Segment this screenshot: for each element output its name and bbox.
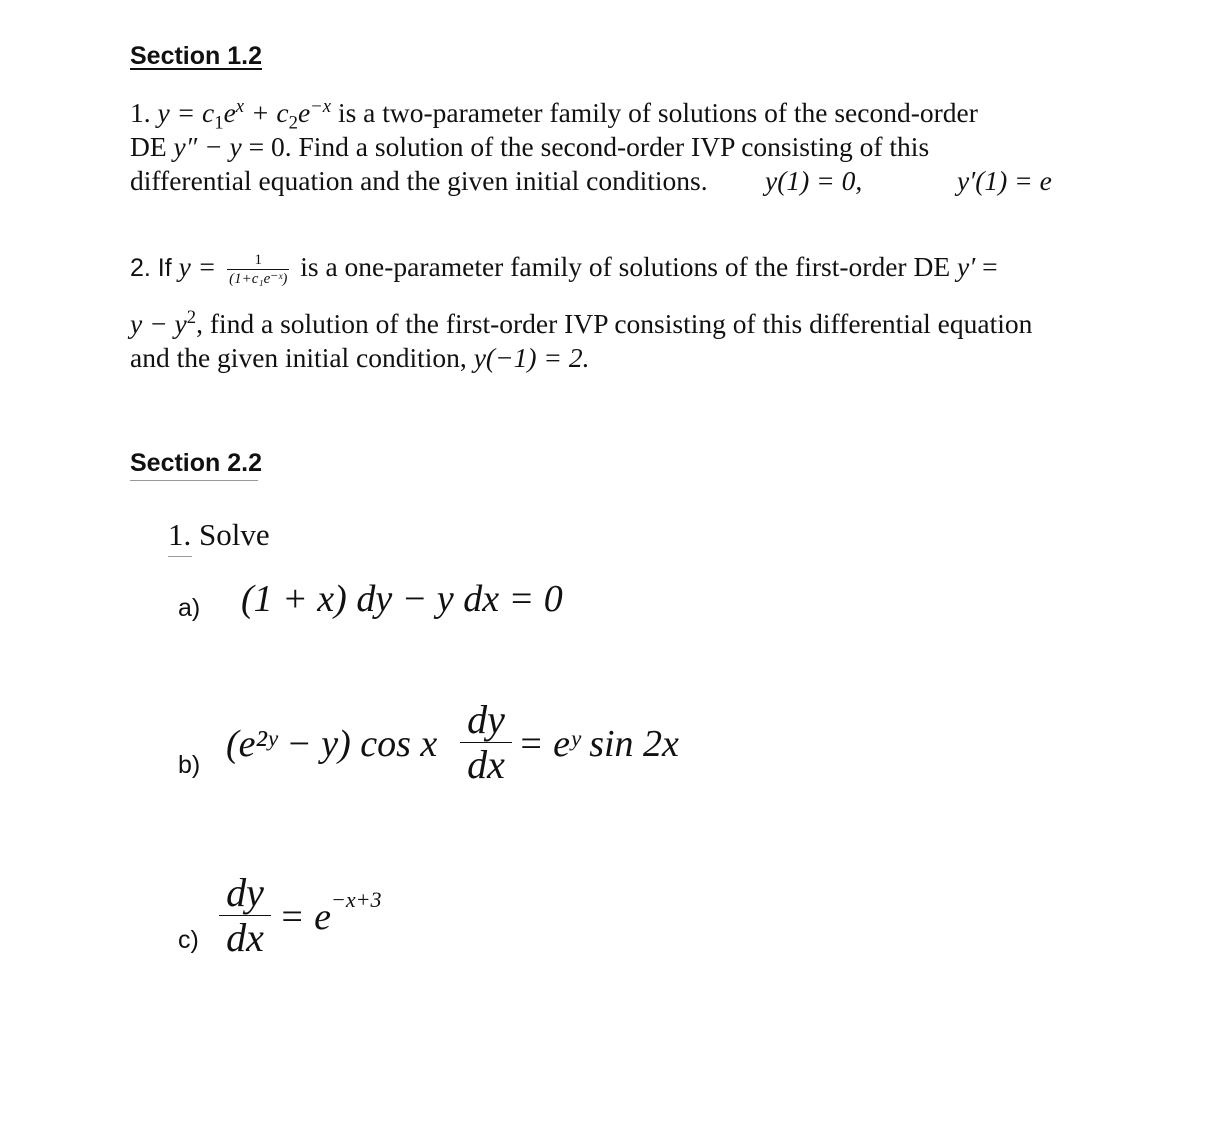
problem-2-fraction (227, 251, 289, 288)
item-b-lhs: (e²ʸ − y) cos x (226, 723, 438, 765)
item-c-rhs-base: = e (279, 896, 332, 938)
problem-2-line-1 (130, 250, 998, 288)
item-b-rhs: = eʸ sin 2x (518, 723, 679, 765)
problem-2-fraction-denominator: (1+c₁e⁻ˣ) (229, 271, 288, 288)
problem-1-line-3 (130, 164, 708, 198)
item-a-label: a) (178, 594, 201, 622)
problem-1-condition-1: y(1) = 0, (765, 165, 863, 196)
problem-2-y-equals: y = (178, 251, 217, 282)
solve-problem-number: 1. (168, 517, 192, 552)
problem-2-de-rhs: $y - y^2$ (130, 306, 197, 339)
problem-2-line-2-text: , find a solution of the first-order IVP consisting of this differential equation (196, 308, 1033, 339)
item-c-derivative-fraction (219, 871, 271, 960)
item-c-fraction-denominator: dx (226, 915, 264, 960)
problem-2-condition: y(−1) = 2. (473, 342, 590, 373)
section-heading-2-2: Section 2.2 (130, 449, 262, 477)
item-c-rhs (279, 887, 382, 939)
problem-1-line-1 (130, 95, 978, 134)
problem-1-line-2-text: Find a solution of the second-order IVP consisting of this (298, 131, 930, 162)
item-b-fraction-denominator: dx (467, 742, 505, 787)
problem-1-condition-2: y′(1) = e (957, 165, 1052, 196)
item-c-label: c) (178, 926, 199, 954)
item-c-fraction-numerator: dy (219, 871, 271, 916)
solve-prompt (168, 517, 270, 553)
solve-text: Solve (199, 517, 270, 552)
solve-number-underline (168, 556, 192, 557)
problem-1-de-equation: y″ − y = 0. (173, 131, 292, 162)
problem-1-line-2 (130, 130, 929, 164)
item-b-label: b) (178, 751, 201, 779)
problem-1-line-3-text: differential equation and the given initial conditions. (130, 165, 708, 196)
item-c-rhs-exponent: −x+3 (331, 887, 382, 912)
problem-2-line-1-text: is a one-parameter family of solutions of the first-order DE (300, 251, 951, 282)
section-heading-1-2: Section 1.2 (130, 42, 262, 70)
problem-1-family-equation: $y = c_1e^x + c_2e^{-x}$ (157, 95, 332, 134)
problem-2-fraction-numerator: 1 (227, 251, 289, 270)
section-2-2-underline (130, 480, 258, 481)
problem-2-de-lhs: y′ = (957, 251, 998, 282)
item-a-equation: (1 + x) dy − y dx = 0 (241, 578, 563, 620)
problem-2-line-2 (130, 307, 1032, 341)
item-b-fraction-numerator: dy (460, 698, 512, 743)
item-b-derivative-fraction (460, 698, 512, 787)
problem-2-number: 2. If (130, 254, 172, 282)
problem-2-line-3 (130, 341, 589, 375)
problem-1-de-lead: DE (130, 131, 167, 162)
problem-1-number: 1. (130, 97, 151, 128)
problem-1-line-1-text: is a two-parameter family of solutions of the second-order (337, 97, 978, 128)
problem-2-line-3-text: and the given initial condition, (130, 342, 467, 373)
